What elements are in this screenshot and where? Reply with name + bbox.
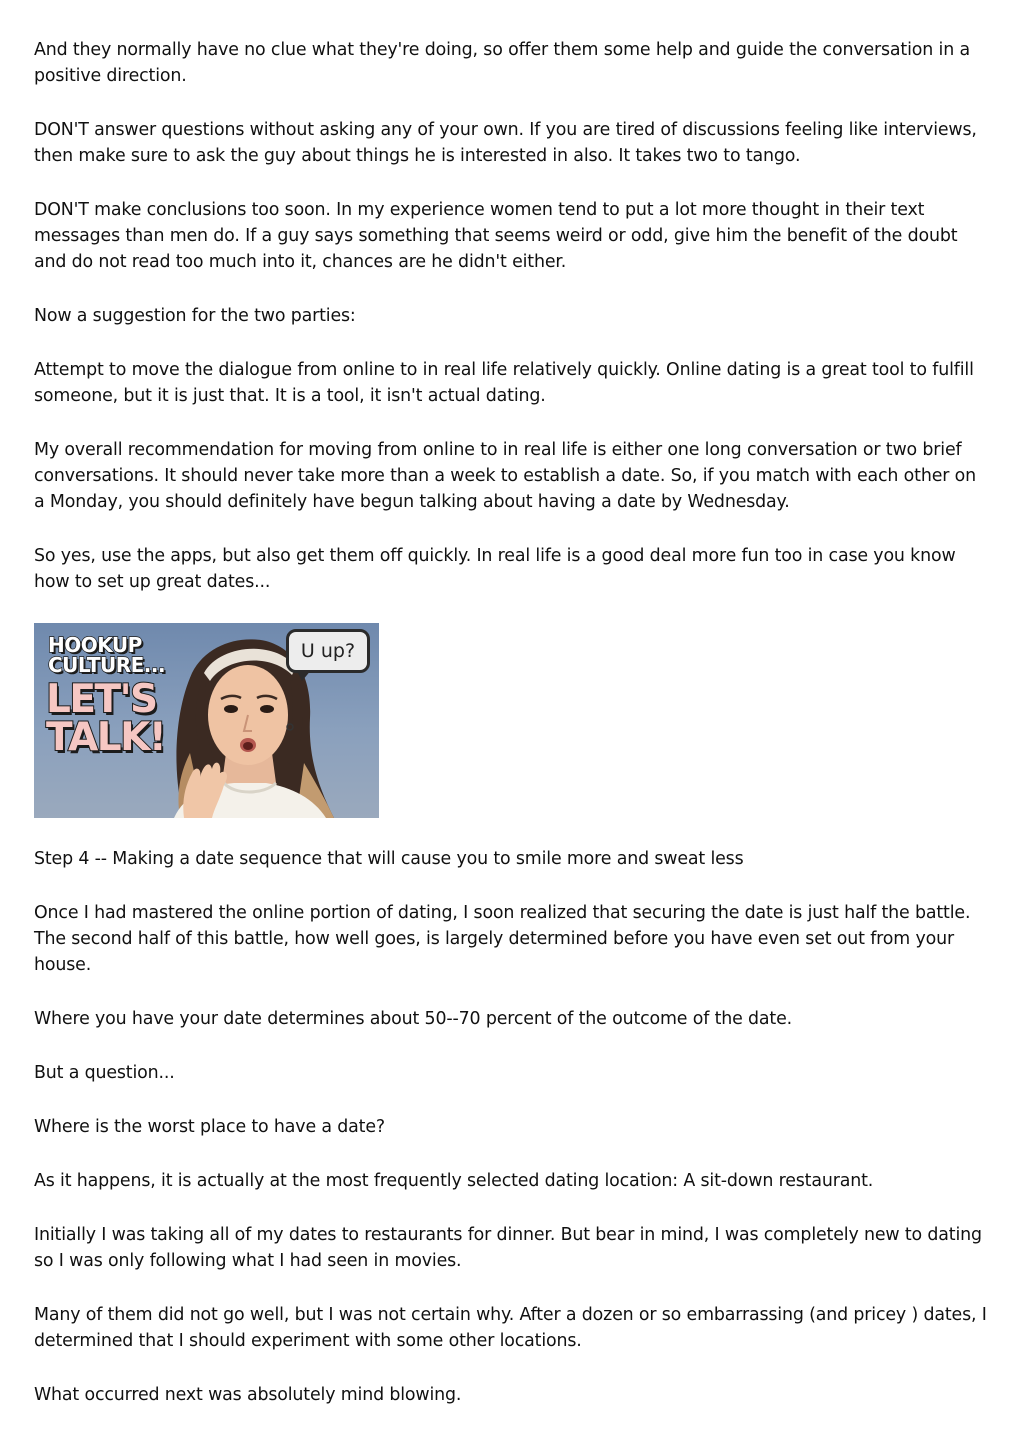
- paragraph: Once I had mastered the online portion of dating, I soon realized that securing the date is just half the battle. The second half of this battle, how well goes, is largely determined before you have even set out from your house.: [34, 903, 971, 975]
- paragraph: DON'T answer questions without asking any of your own. If you are tired of discussions feeling like interviews, then make sure to ask the guy about things he is interested in also. It takes two to tango.: [34, 120, 977, 166]
- video-thumbnail-image[interactable]: [34, 623, 379, 818]
- paragraph: Now a suggestion for the two parties:: [34, 306, 356, 326]
- paragraph: Many of them did not go well, but I was not certain why. After a dozen or so embarrassing (and pricey ) dates, I determined that I should experiment with some other locations.: [34, 1305, 987, 1351]
- paragraph: Initially I was taking all of my dates to restaurants for dinner. But bear in mind, I was completely new to dating so I was only following what I had seen in movies.: [34, 1225, 982, 1271]
- paragraph: Where you have your date determines about 50--70 percent of the outcome of the date.: [34, 1009, 793, 1029]
- paragraph: What occurred next was absolutely mind blowing.: [34, 1385, 462, 1405]
- paragraph: But a question...: [34, 1063, 175, 1083]
- paragraph: As it happens, it is actually at the most frequently selected dating location: A sit-down restaurant.: [34, 1171, 874, 1191]
- paragraph: My overall recommendation for moving from online to in real life is either one long conversation or two brief conversations. It should never take more than a week to establish a date. So, if you match with each other on a Monday, you should definitely have begun talking about having a date by Wednesday.: [34, 440, 976, 512]
- article-body: [34, 37, 990, 1436]
- thumbnail-headline-large: LET'S TALK!: [46, 677, 166, 760]
- speech-bubble: U up?: [286, 629, 370, 673]
- paragraph: Where is the worst place to have a date?: [34, 1117, 385, 1137]
- paragraph: And they normally have no clue what they're doing, so offer them some help and guide the conversation in a positive direction.: [34, 40, 970, 86]
- section-heading: Step 4 -- Making a date sequence that will cause you to smile more and sweat less: [34, 849, 744, 869]
- paragraph: DON'T make conclusions too soon. In my experience women tend to put a lot more thought in their text messages than men do. If a guy says something that seems weird or odd, give him the benefit of the doubt and do not read too much into it, chances are he didn't either.: [34, 200, 958, 272]
- paragraph: So yes, use the apps, but also get them off quickly. In real life is a good deal more fun too in case you know how to set up great dates...: [34, 546, 956, 592]
- paragraph: Attempt to move the dialogue from online to in real life relatively quickly. Online dating is a great tool to fulfill someone, but it is just that. It is a tool, it isn't actual dating.: [34, 360, 974, 406]
- thumbnail-headline-small: HOOKUP CULTURE...: [48, 633, 166, 677]
